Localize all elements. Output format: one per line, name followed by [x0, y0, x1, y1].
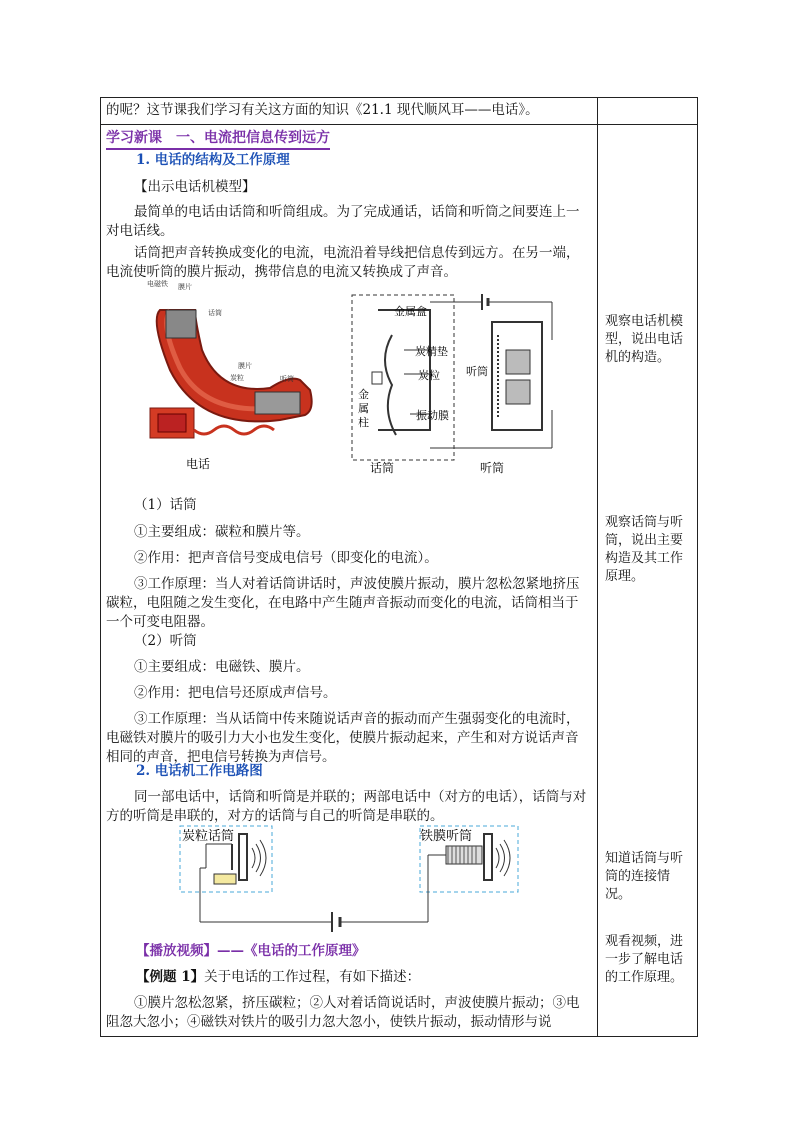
svg-text:膜片: 膜片: [178, 283, 192, 291]
sub1-heading: 1. 电话的结构及工作原理: [136, 152, 290, 168]
intro-row-text: 的呢？这节课我们学习有关这方面的知识《21.1 现代顺风耳——电话》。: [106, 102, 539, 118]
phone-caption: 电话: [186, 457, 211, 471]
mic-cutaway: [166, 310, 196, 338]
para-transform: 话筒把声音转换成变化的电流，电流沿着导线把信息传到远方。在另一端，电流使听筒的膜片振动，携带信息的电流又转换成了声音。: [106, 245, 580, 280]
receiver-function: ②作用：把电信号还原成声信号。: [134, 685, 337, 701]
side-note-observe-model: 观察电话机模型，说出电话机的构造。: [605, 314, 684, 365]
circuit-figure: [176, 822, 524, 934]
svg-text:属: 属: [358, 402, 369, 415]
receiver-title: （2）听筒: [134, 633, 197, 649]
sub2-heading: 2. 电话机工作电路图: [136, 763, 263, 779]
svg-text:炭粒: 炭粒: [418, 369, 440, 382]
svg-text:金属盒: 金属盒: [394, 305, 427, 318]
svg-text:炭精垫: 炭精垫: [415, 345, 448, 358]
para-circuit: 同一部电话中，话筒和听筒是并联的；两部电话中（对方的电话），话筒与对方的听筒是串联的，对方的话筒与自己的听筒是串联的。: [106, 789, 587, 824]
example-items: ①膜片忽松忽紧，挤压碳粒；②人对着话筒说话时，声波使膜片振动；③电阻忽大忽小；④磁铁对铁片的吸引力忽大忽小，使铁片振动，振动情形与说: [106, 995, 580, 1030]
mic-caption: 话筒: [370, 461, 395, 475]
svg-text:话筒: 话筒: [208, 309, 222, 317]
svg-text:振动膜: 振动膜: [416, 409, 449, 422]
side-note-connection: 知道话筒与听筒的连接情况。: [605, 851, 684, 902]
section-heading: 学习新课 一、电流把信息传到远方: [106, 127, 330, 147]
svg-text:金: 金: [358, 388, 369, 401]
mic-principle: ③工作原理：当人对着话筒讲话时，声波使膜片振动，膜片忽松忽紧地挤压碳粒，电阻随之发生变化，在电路中产生随声音振动而变化的电流，话筒相当于一个可变电阻器。: [106, 576, 580, 630]
side-note-observe-mic: 观察话筒与听筒，说出主要构造及其工作原理。: [605, 515, 684, 584]
receiver-housing: [492, 322, 542, 430]
video-bracket: 【播放视频】: [136, 943, 217, 959]
para-simple-phone: 最简单的电话由话筒和听筒组成。为了完成通话，话筒和听筒之间要连上一对电话线。: [106, 204, 580, 239]
phone-structure-figure: [140, 280, 600, 480]
svg-text:电磁铁: 电磁铁: [147, 280, 168, 288]
mic-function: ②作用：把声音信号变成电信号（即变化的电流）。: [134, 550, 438, 566]
video-title[interactable]: ——《电话的工作原理》: [217, 943, 366, 959]
svg-text:听筒: 听筒: [280, 375, 294, 383]
mic-components: ①主要组成：碳粒和膜片等。: [134, 524, 310, 540]
mic-label: 炭粒话筒: [182, 829, 235, 844]
svg-text:听筒: 听筒: [466, 365, 488, 378]
receiver-cutaway: [255, 392, 300, 414]
svg-text:膜片: 膜片: [238, 362, 252, 370]
receiver-caption: 听筒: [480, 461, 505, 475]
show-model-note: 【出示电话机模型】: [134, 179, 256, 195]
example-text: 关于电话的工作过程，有如下描述：: [204, 969, 421, 985]
svg-text:柱: 柱: [358, 416, 369, 429]
receiver-label: 铁膜听筒: [420, 829, 473, 844]
receiver-components: ①主要组成：电磁铁、膜片。: [134, 659, 310, 675]
phone-cord: [194, 426, 274, 434]
example-label: 【例题 1】: [136, 969, 205, 985]
receiver-principle: ③工作原理：当从话筒中传来随说话声音的振动而产生强弱变化的电流时，电磁铁对膜片的吸引力大小也发生变化，使膜片振动起来，产生和对方说话声音相同的声音，把电信号转换为声信号。: [106, 711, 580, 765]
side-note-video: 观看视频，进一步了解电话的工作原理。: [605, 934, 684, 985]
mic-title: （1）话筒: [134, 497, 197, 513]
svg-text:炭粒: 炭粒: [230, 374, 244, 382]
